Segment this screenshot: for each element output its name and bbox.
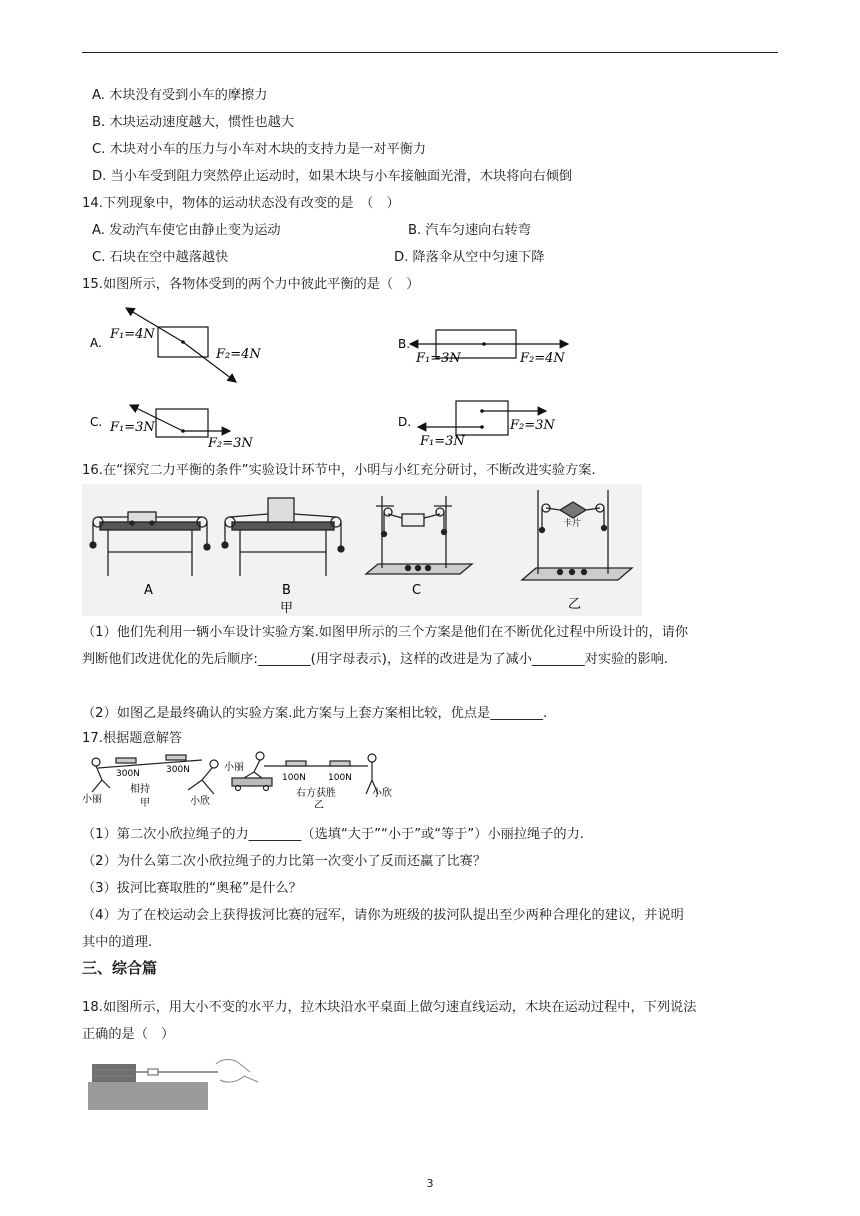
section-heading: 三、综合篇 xyxy=(82,959,158,977)
q17-sub-2: （2）为什么第二次小欣拉绳子的力比第一次变小了反而还赢了比赛？ xyxy=(82,854,487,869)
q13-option-a: A. 木块没有受到小车的摩擦力 xyxy=(92,88,268,103)
figure-c-f2-label: F₂=3N xyxy=(208,436,253,450)
q15-figure-c xyxy=(88,395,288,450)
name-xiaoxin-1: 小欣 xyxy=(190,796,210,807)
figure-c-label: C. xyxy=(90,415,103,429)
q17-figure xyxy=(82,750,402,808)
q17-sub-4: （4）为了在校运动会上获得拔河比赛的冠军，请你为班级的拔河队提出至少两种合理化的建议，并说明 xyxy=(82,908,684,923)
figure-b-label: B. xyxy=(398,337,411,351)
tie-label: 相持 xyxy=(130,784,150,795)
q16-part2: （2）如图乙是最终确认的实验方案.此方案与上套方案相比较，优点是________. xyxy=(82,706,548,721)
setup-a-label: A xyxy=(144,583,153,598)
figure-d-label: D. xyxy=(398,415,412,429)
figure-a-f2-label: F₂=4N xyxy=(216,347,261,362)
q18-figure xyxy=(88,1052,264,1112)
group-jia-label: 甲 xyxy=(280,601,294,616)
q14-option-d: D. 降落伞从空中匀速下降 xyxy=(394,250,545,265)
group-jia-label-17: 甲 xyxy=(140,798,150,808)
q16-stem: 16.在“探究二力平衡的条件”实验设计环节中，小明与小红充分研讨，不断改进实验方案. xyxy=(82,463,596,478)
q14-option-c: C. 石块在空中越落越快 xyxy=(92,250,229,265)
q13-option-c: C. 木块对小车的压力与小车对木块的支持力是一对平衡力 xyxy=(92,142,427,157)
q15-figure-b xyxy=(396,320,586,370)
figure-a-label: A. xyxy=(90,336,102,350)
group-yi-label: 乙 xyxy=(568,597,582,612)
figure-a-f1-label: F₁=4N xyxy=(110,327,155,342)
q13-option-d: D. 当小车受到阻力突然停止运动时，如果木块与小车接触面光滑，木块将向右倾倒 xyxy=(92,169,573,184)
q17-stem: 17.根据题意解答 xyxy=(82,731,183,746)
q18-line2: 正确的是（ ） xyxy=(82,1027,175,1042)
q14-option-a: A. 发动汽车使它由静止变为运动 xyxy=(92,223,281,238)
name-xiaoxin-2: 小欣 xyxy=(372,788,392,799)
figure-b-f2-label: F₂=4N xyxy=(520,351,565,366)
q17-sub-4-cont: 其中的道理. xyxy=(82,935,153,950)
q16-figure xyxy=(82,484,642,616)
group-yi-label-17: 乙 xyxy=(314,800,324,808)
name-xiaoli-2: 小丽 xyxy=(224,762,244,773)
page-number: 3 xyxy=(426,1177,434,1190)
figure-d-f1-label: F₁=3N xyxy=(420,434,465,449)
q17-sub-3: （3）拔河比赛取胜的“奥秘”是什么？ xyxy=(82,881,302,896)
q15-stem: 15.如图所示，各物体受到的两个力中彼此平衡的是（ ） xyxy=(82,277,420,292)
q16-part1-line1: （1）他们先利用一辆小车设计实验方案.如图甲所示的三个方案是他们在不断优化过程中所设计的，请你 xyxy=(82,625,689,640)
figure-c-f1-label: F₁=3N xyxy=(110,420,155,435)
q18-line1: 18.如图所示，用大小不变的水平力，拉木块沿水平桌面上做匀速直线运动，木块在运动过程中，下列说法 xyxy=(82,1000,697,1015)
q13-option-b: B. 木块运动速度越大，惯性也越大 xyxy=(92,115,295,130)
q17-sub-1: （1）第二次小欣拉绳子的力________（选填“大于”“小于”或“等于”）小丽拉绳子的力. xyxy=(82,827,584,842)
figure-d-f2-label: F₂=3N xyxy=(510,418,555,433)
force-label-4: 100N xyxy=(328,773,352,783)
q14-option-b: B. 汽车匀速向右转弯 xyxy=(408,223,531,238)
force-label-3: 100N xyxy=(282,773,306,783)
card-label: 卡片 xyxy=(563,519,582,529)
q16-part1-line2: 判断他们改进优化的先后顺序:________(用字母表示)，这样的改进是为了减小________对实验的影响. xyxy=(82,652,668,667)
header-rule xyxy=(82,52,778,53)
q15-figure-a xyxy=(88,300,288,390)
figure-b-f1-label: F₁=3N xyxy=(416,351,461,366)
q14-stem: 14.下列现象中，物体的运动状态没有改变的是 （ ） xyxy=(82,196,400,211)
q15-figure-d xyxy=(396,397,586,452)
right-wins-label: 右方获胜 xyxy=(296,788,336,799)
force-label-1: 300N xyxy=(116,769,140,779)
force-label-2: 300N xyxy=(166,765,190,775)
setup-b-label: B xyxy=(282,583,291,598)
setup-c-label: C xyxy=(412,583,422,598)
name-xiaoli-1: 小丽 xyxy=(82,794,102,805)
